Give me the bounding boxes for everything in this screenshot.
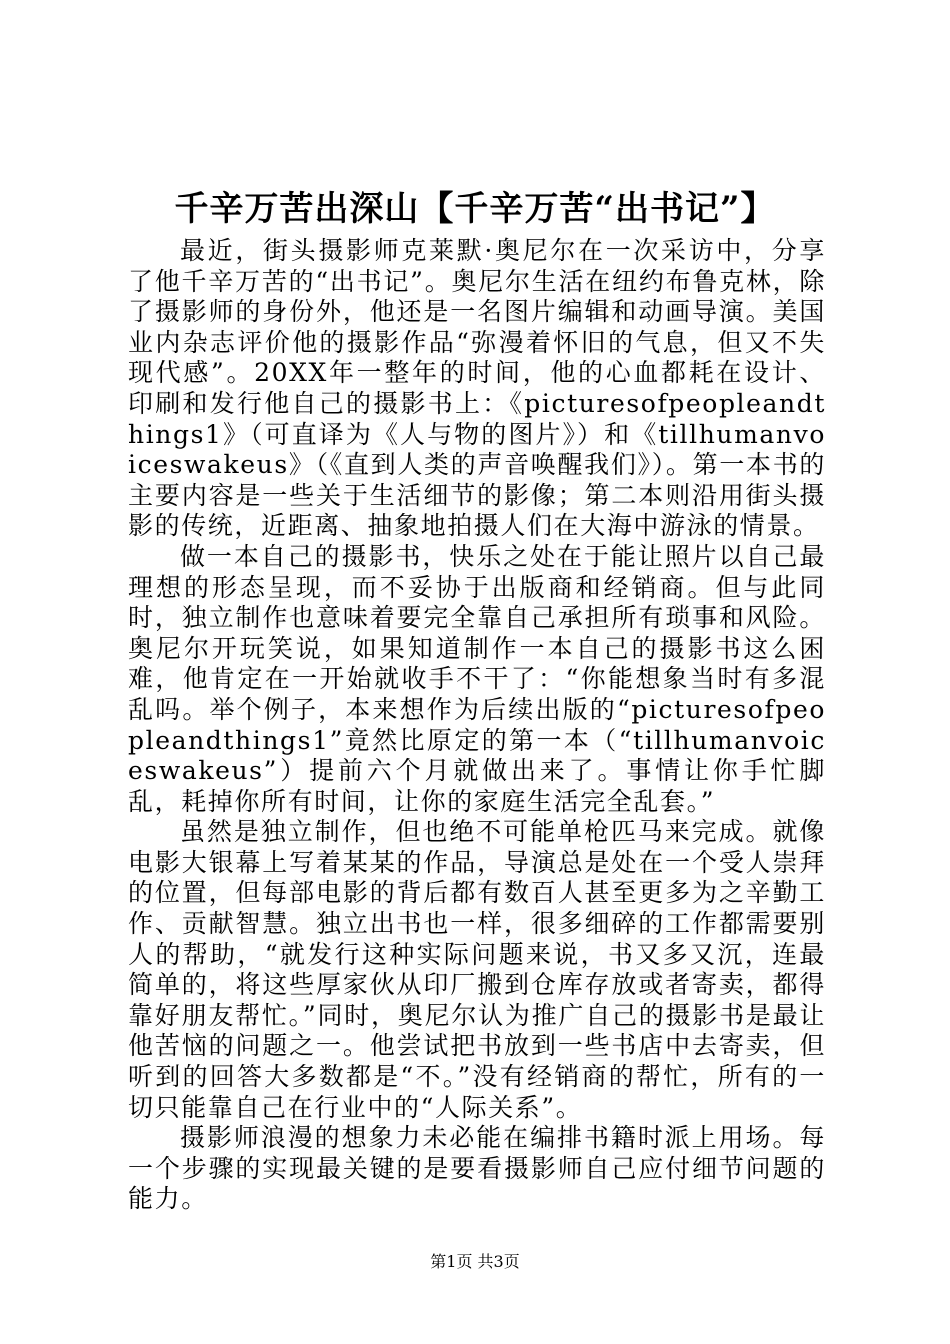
page-footer: 第1页 共3页: [430, 1252, 520, 1271]
paragraph-2: 做一本自己的摄影书，快乐之处在于能让照片以自己最理想的形态呈现，而不妥协于出版商和经销商。但与此同时，独立制作也意味着要完全靠自己承担所有琐事和风险。奥尼尔开玩笑说，如果知道制作一本自己的摄影书这么困难，他肯定在一开始就收手不干了：“你能想象当时有多混乱吗。举个例子，本来想作为后续出版的“picturesofpeopleandthings1”竟然比原定的第一本（“tillhumanvoiceswakeus”）提前六个月就做出来了。事情让你手忙脚乱，耗掉你所有时间，让你的家庭生活完全乱套。”: [128, 541, 826, 816]
paragraph-3: 虽然是独立制作，但也绝不可能单枪匹马来完成。就像电影大银幕上写着某某的作品，导演总是处在一个受人崇拜的位置，但每部电影的背后都有数百人甚至更多为之辛勤工作、贡献智慧。独立出书也一样，很多细碎的工作都需要别人的帮助，“就发行这种实际问题来说，书又多又沉，连最简单的，将这些厚家伙从印厂搬到仓库存放或者寄卖，都得靠好朋友帮忙。”同时，奥尼尔认为推广自己的摄影书是最让他苦恼的问题之一。他尝试把书放到一些书店中去寄卖，但听到的回答大多数都是“不。”没有经销商的帮忙，所有的一切只能靠自己在行业中的“人际关系”。: [128, 817, 826, 1122]
document-body: [128, 236, 826, 1215]
paragraph-1: 最近，街头摄影师克莱默·奥尼尔在一次采访中，分享了他千辛万苦的“出书记”。奥尼尔生活在纽约布鲁克林，除了摄影师的身份外，他还是一名图片编辑和动画导演。美国业内杂志评价他的摄影作品“弥漫着怀旧的气息，但又不失现代感”。20XX年一整年的时间，他的心血都耗在设计、印刷和发行他自己的摄影书上：《picturesofpeopleandthings1》（可直译为《人与物的图片》）和《tillhumanvoiceswakeus》（《直到人类的声音唤醒我们》）。第一本书的主要内容是一些关于生活细节的影像；第二本则沿用街头摄影的传统，近距离、抽象地拍摄人们在大海中游泳的情景。: [128, 236, 826, 541]
paragraph-4: 摄影师浪漫的想象力未必能在编排书籍时派上用场。每一个步骤的实现最关键的是要看摄影师自己应付细节问题的能力。: [128, 1123, 826, 1214]
document-title: 千辛万苦出深山【千辛万苦“出书记”】: [174, 189, 776, 229]
